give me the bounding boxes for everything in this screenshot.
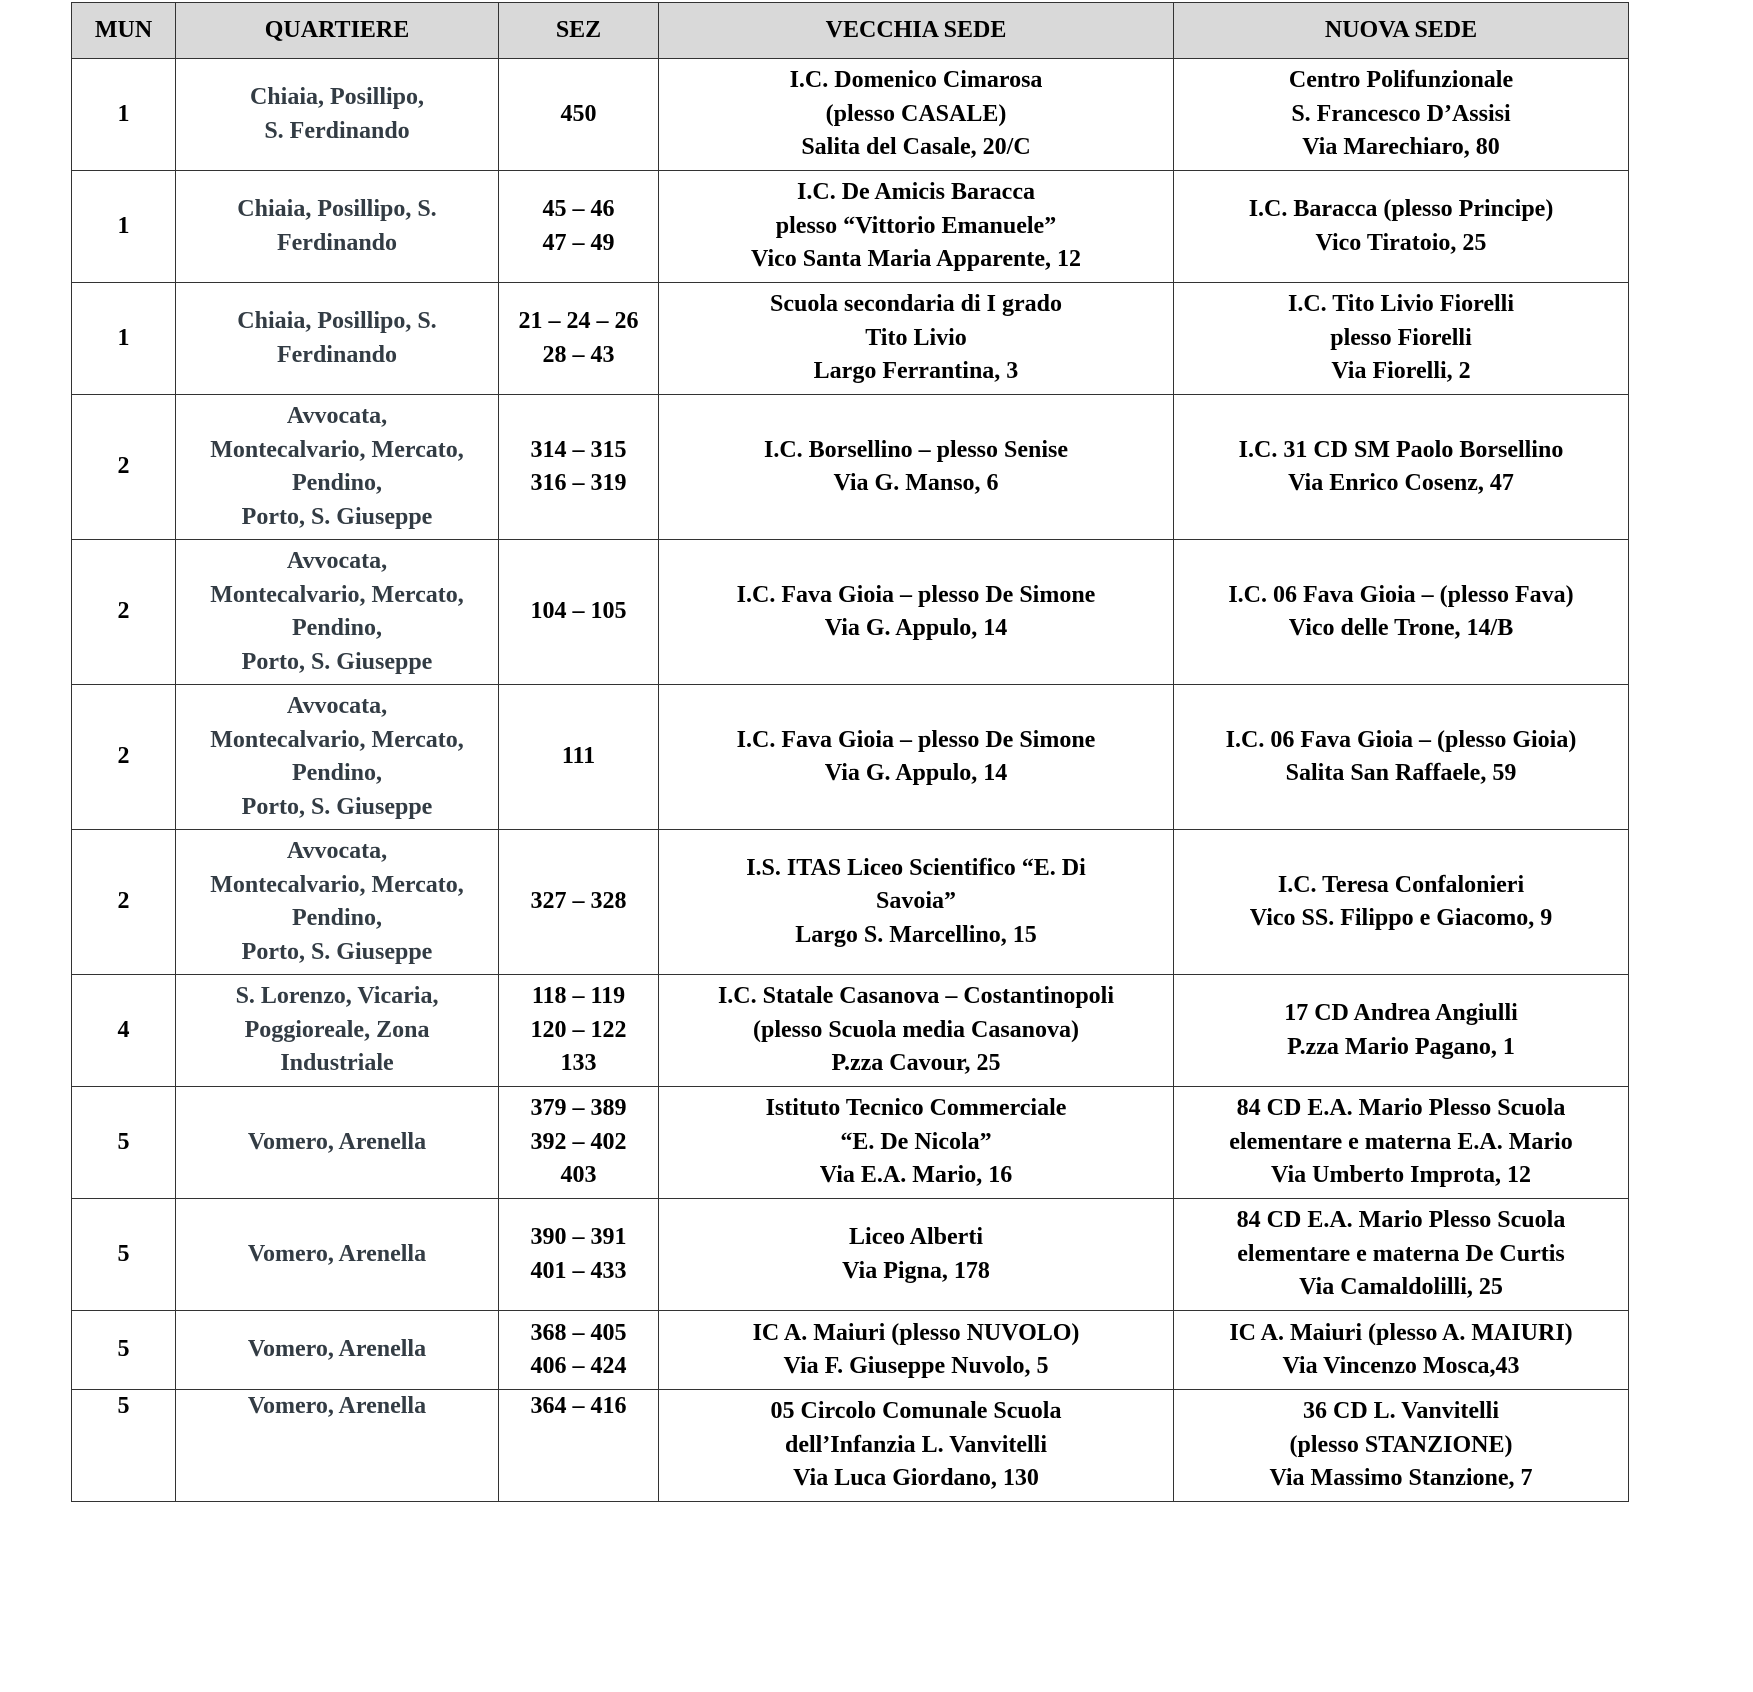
document-page [71, 2, 1628, 1502]
cell-quartiere-line: Montecalvario, Mercato, [210, 436, 464, 463]
cell-vecchia-sede-line: Scuola secondaria di I grado [769, 291, 1063, 318]
cell-mun: 5 [72, 1390, 176, 1502]
cell-quartiere [176, 1390, 499, 1502]
cell-sez-line: 104 – 105 [530, 598, 627, 625]
cell-mun: 2 [72, 395, 176, 540]
cell-vecchia-sede [659, 1311, 1174, 1390]
cell-nuova-sede-line: Via Enrico Cosenz, 47 [1288, 470, 1514, 496]
cell-vecchia-sede-line: Via G. Appulo, 14 [824, 760, 1008, 786]
cell-nuova-sede-line: Vico delle Trone, 14/B [1288, 615, 1514, 641]
cell-vecchia-sede [659, 1199, 1174, 1311]
cell-sez-line: 327 – 328 [530, 888, 627, 915]
cell-quartiere [176, 171, 499, 283]
cell-vecchia-sede-line: Via Pigna, 178 [842, 1257, 990, 1284]
cell-nuova-sede-line: Via Camaldolilli, 25 [1299, 1274, 1503, 1301]
cell-nuova-sede-line: S. Francesco D’Assisi [1291, 100, 1511, 127]
cell-sez [499, 1087, 659, 1199]
cell-nuova-sede [1174, 1087, 1629, 1199]
cell-quartiere-line: Avvocata, [286, 693, 388, 719]
cell-mun: 5 [72, 1199, 176, 1311]
table-row [72, 283, 1629, 395]
cell-nuova-sede [1174, 975, 1629, 1087]
cell-sez-line: 45 – 46 [542, 196, 615, 222]
cell-nuova-sede-line: Via Umberto Improta, 12 [1271, 1162, 1531, 1189]
cell-vecchia-sede-line: I.C. Fava Gioia – plesso De Simone [736, 726, 1096, 753]
cell-quartiere-line: Pendino, [291, 905, 383, 931]
cell-mun: 5 [72, 1087, 176, 1199]
cell-nuova-sede-line: elementare e materna E.A. Mario [1229, 1128, 1573, 1155]
cell-quartiere-line: Chiaia, Posillipo, S. [237, 308, 437, 334]
cell-nuova-sede-line: Centro Polifunzionale [1288, 67, 1514, 94]
cell-vecchia-sede-line: Via G. Appulo, 14 [824, 615, 1008, 641]
table-row [72, 1199, 1629, 1311]
cell-quartiere-line: Pendino, [291, 760, 383, 786]
cell-vecchia-sede-line: I.C. Fava Gioia – plesso De Simone [736, 581, 1096, 608]
cell-quartiere [176, 59, 499, 171]
cell-sez-line: 316 – 319 [530, 470, 627, 496]
table-row [72, 171, 1629, 283]
cell-nuova-sede-line: 36 CD L. Vanvitelli [1302, 1398, 1500, 1425]
cell-quartiere [176, 1199, 499, 1311]
cell-vecchia-sede-line: Via Luca Giordano, 130 [793, 1465, 1039, 1492]
table-row [72, 59, 1629, 171]
cell-nuova-sede-line: 84 CD E.A. Mario Plesso Scuola [1236, 1207, 1566, 1234]
cell-quartiere-line: Ferdinando [276, 229, 398, 256]
cell-sez-line: 368 – 405 [530, 1319, 627, 1346]
cell-vecchia-sede-line: IC A. Maiuri (plesso NUVOLO) [752, 1319, 1080, 1346]
cell-vecchia-sede-line: (plesso CASALE) [825, 100, 1007, 127]
cell-quartiere-line: Porto, S. Giuseppe [241, 938, 433, 965]
cell-sez-line: 364 – 416 [530, 1393, 627, 1419]
cell-sez [499, 283, 659, 395]
header-quartiere: QUARTIERE [176, 3, 499, 59]
cell-nuova-sede-line: I.C. 31 CD SM Paolo Borsellino [1238, 436, 1564, 463]
cell-nuova-sede-line: Via Fiorelli, 2 [1331, 358, 1471, 385]
cell-quartiere-line: S. Ferdinando [264, 117, 410, 144]
cell-vecchia-sede-line: Via E.A. Mario, 16 [819, 1162, 1013, 1189]
cell-nuova-sede [1174, 540, 1629, 685]
cell-vecchia-sede-line: I.C. Statale Casanova – Costantinopoli [717, 983, 1115, 1010]
cell-mun: 5 [72, 1311, 176, 1390]
cell-vecchia-sede-line: Largo S. Marcellino, 15 [795, 921, 1037, 948]
cell-vecchia-sede [659, 171, 1174, 283]
cell-vecchia-sede-line: Vico Santa Maria Apparente, 12 [751, 246, 1081, 273]
table-row [72, 395, 1629, 540]
cell-mun: 1 [72, 59, 176, 171]
cell-nuova-sede-line: Salita San Raffaele, 59 [1285, 760, 1517, 786]
cell-vecchia-sede [659, 540, 1174, 685]
cell-quartiere-line: Pendino, [291, 615, 383, 641]
cell-vecchia-sede [659, 1390, 1174, 1502]
cell-vecchia-sede-line: Istituto Tecnico Commerciale [765, 1095, 1067, 1122]
cell-quartiere-line: Pendino, [291, 470, 383, 496]
cell-sez [499, 1311, 659, 1390]
cell-quartiere-line: Chiaia, Posillipo, [249, 84, 425, 110]
table-row [72, 975, 1629, 1087]
cell-sez [499, 59, 659, 171]
cell-sez-line: 21 – 24 – 26 [518, 308, 639, 334]
cell-vecchia-sede [659, 685, 1174, 830]
cell-quartiere-line: Avvocata, [286, 548, 388, 574]
cell-nuova-sede-line: Vico Tiratoio, 25 [1315, 229, 1487, 256]
table-row [72, 1390, 1629, 1502]
cell-vecchia-sede-line: Largo Ferrantina, 3 [813, 358, 1019, 385]
cell-sez [499, 975, 659, 1087]
cell-sez [499, 171, 659, 283]
header-sez: SEZ [499, 3, 659, 59]
cell-sez-line: 314 – 315 [530, 436, 627, 463]
cell-sez-line: 133 [560, 1050, 597, 1077]
cell-nuova-sede [1174, 685, 1629, 830]
header-vecchia-sede: VECCHIA SEDE [659, 3, 1174, 59]
cell-vecchia-sede [659, 1087, 1174, 1199]
table-row [72, 540, 1629, 685]
cell-vecchia-sede-line: Liceo Alberti [849, 1224, 983, 1250]
cell-vecchia-sede-line: Savoia” [875, 888, 956, 915]
cell-sez-line: 403 [560, 1162, 597, 1189]
cell-vecchia-sede-line: I.C. Borsellino – plesso Senise [763, 436, 1069, 463]
cell-mun: 2 [72, 540, 176, 685]
cell-sez-line: 28 – 43 [542, 341, 615, 368]
cell-vecchia-sede-line: (plesso Scuola media Casanova) [752, 1016, 1080, 1043]
table-row [72, 1311, 1629, 1390]
cell-sez [499, 540, 659, 685]
cell-quartiere-line: Avvocata, [286, 403, 388, 429]
cell-nuova-sede [1174, 59, 1629, 171]
cell-quartiere-line: Avvocata, [286, 838, 388, 864]
cell-nuova-sede-line: IC A. Maiuri (plesso A. MAIURI) [1229, 1319, 1573, 1346]
cell-nuova-sede-line: (plesso STANZIONE) [1289, 1431, 1513, 1458]
cell-vecchia-sede-line: I.S. ITAS Liceo Scientifico “E. Di [746, 854, 1086, 881]
cell-vecchia-sede-line: “E. De Nicola” [840, 1128, 992, 1155]
cell-nuova-sede-line: 84 CD E.A. Mario Plesso Scuola [1236, 1095, 1566, 1122]
cell-vecchia-sede-line: Tito Livio [865, 324, 967, 351]
cell-vecchia-sede [659, 59, 1174, 171]
cell-mun: 1 [72, 171, 176, 283]
cell-nuova-sede-line: elementare e materna De Curtis [1237, 1240, 1565, 1267]
cell-quartiere-line: Montecalvario, Mercato, [210, 871, 464, 898]
table-body [72, 59, 1629, 1502]
cell-sez-line: 120 – 122 [530, 1016, 627, 1043]
cell-vecchia-sede-line: I.C. De Amicis Baracca [797, 179, 1035, 206]
cell-vecchia-sede-line: Salita del Casale, 20/C [801, 134, 1031, 161]
cell-sez [499, 1390, 659, 1502]
cell-quartiere-line: Vomero, Arenella [247, 1240, 427, 1267]
cell-nuova-sede-line: Via Massimo Stanzione, 7 [1269, 1465, 1533, 1492]
cell-nuova-sede-line: I.C. Teresa Confalonieri [1277, 871, 1525, 898]
cell-quartiere [176, 1311, 499, 1390]
cell-nuova-sede [1174, 1199, 1629, 1311]
cell-nuova-sede-line: I.C. Baracca (plesso Principe) [1248, 196, 1554, 222]
cell-nuova-sede-line: P.zza Mario Pagano, 1 [1287, 1033, 1515, 1060]
cell-nuova-sede-line: Vico SS. Filippo e Giacomo, 9 [1249, 905, 1553, 931]
cell-sez-line: 111 [561, 743, 596, 770]
header-mun: MUN [72, 3, 176, 59]
cell-sez [499, 830, 659, 975]
cell-sez [499, 395, 659, 540]
cell-sez-line: 379 – 389 [530, 1095, 627, 1122]
cell-quartiere [176, 1087, 499, 1199]
table-header-row [72, 3, 1629, 59]
cell-nuova-sede-line: I.C. Tito Livio Fiorelli [1287, 291, 1515, 318]
cell-nuova-sede-line: I.C. 06 Fava Gioia – (plesso Fava) [1228, 581, 1574, 608]
cell-quartiere-line: Vomero, Arenella [247, 1128, 427, 1155]
cell-sez [499, 685, 659, 830]
cell-vecchia-sede-line: P.zza Cavour, 25 [831, 1050, 1001, 1077]
cell-nuova-sede [1174, 830, 1629, 975]
cell-quartiere-line: Vomero, Arenella [247, 1336, 427, 1363]
cell-quartiere-line: Montecalvario, Mercato, [210, 581, 464, 608]
cell-vecchia-sede-line: plesso “Vittorio Emanuele” [775, 212, 1057, 239]
cell-vecchia-sede-line: Via F. Giuseppe Nuvolo, 5 [783, 1353, 1049, 1379]
cell-quartiere [176, 830, 499, 975]
cell-mun: 2 [72, 830, 176, 975]
cell-sez-line: 47 – 49 [542, 229, 615, 256]
cell-vecchia-sede-line: 05 Circolo Comunale Scuola [770, 1398, 1062, 1425]
cell-quartiere [176, 685, 499, 830]
cell-vecchia-sede [659, 975, 1174, 1087]
cell-sez-line: 450 [560, 100, 597, 127]
cell-sez [499, 1199, 659, 1311]
cell-quartiere-line: S. Lorenzo, Vicaria, [235, 983, 439, 1010]
table-row [72, 830, 1629, 975]
cell-vecchia-sede-line: dell’Infanzia L. Vanvitelli [784, 1431, 1048, 1458]
cell-quartiere-line: Porto, S. Giuseppe [241, 648, 433, 675]
cell-nuova-sede [1174, 1311, 1629, 1390]
cell-mun: 2 [72, 685, 176, 830]
cell-nuova-sede [1174, 1390, 1629, 1502]
polling-stations-table [71, 2, 1629, 1502]
cell-sez-line: 390 – 391 [530, 1224, 627, 1250]
cell-sez-line: 118 – 119 [531, 983, 626, 1010]
cell-vecchia-sede [659, 395, 1174, 540]
cell-quartiere-line: Ferdinando [276, 341, 398, 368]
cell-nuova-sede [1174, 283, 1629, 395]
cell-sez-line: 406 – 424 [530, 1353, 627, 1379]
cell-nuova-sede-line: Via Marechiaro, 80 [1302, 134, 1500, 161]
cell-quartiere-line: Industriale [280, 1050, 394, 1077]
cell-vecchia-sede-line: Via G. Manso, 6 [833, 470, 999, 496]
cell-sez-line: 392 – 402 [530, 1128, 627, 1155]
cell-quartiere-line: Vomero, Arenella [247, 1393, 427, 1419]
cell-mun: 1 [72, 283, 176, 395]
cell-quartiere-line: Montecalvario, Mercato, [210, 726, 464, 753]
cell-quartiere-line: Porto, S. Giuseppe [241, 793, 433, 820]
cell-nuova-sede-line: 17 CD Andrea Angiulli [1284, 1000, 1518, 1026]
cell-vecchia-sede-line: I.C. Domenico Cimarosa [789, 67, 1043, 94]
cell-vecchia-sede [659, 830, 1174, 975]
cell-quartiere-line: Porto, S. Giuseppe [241, 503, 433, 530]
cell-quartiere [176, 395, 499, 540]
cell-quartiere [176, 540, 499, 685]
header-nuova-sede: NUOVA SEDE [1174, 3, 1629, 59]
table-row [72, 685, 1629, 830]
cell-quartiere [176, 283, 499, 395]
cell-quartiere [176, 975, 499, 1087]
cell-nuova-sede-line: I.C. 06 Fava Gioia – (plesso Gioia) [1225, 726, 1577, 753]
cell-nuova-sede-line: plesso Fiorelli [1330, 324, 1472, 351]
cell-mun: 4 [72, 975, 176, 1087]
cell-vecchia-sede [659, 283, 1174, 395]
cell-sez-line: 401 – 433 [530, 1257, 627, 1284]
cell-nuova-sede [1174, 395, 1629, 540]
cell-nuova-sede-line: Via Vincenzo Mosca,43 [1282, 1353, 1520, 1379]
cell-nuova-sede [1174, 171, 1629, 283]
table-row [72, 1087, 1629, 1199]
cell-quartiere-line: Chiaia, Posillipo, S. [237, 196, 437, 222]
cell-quartiere-line: Poggioreale, Zona [244, 1016, 430, 1043]
